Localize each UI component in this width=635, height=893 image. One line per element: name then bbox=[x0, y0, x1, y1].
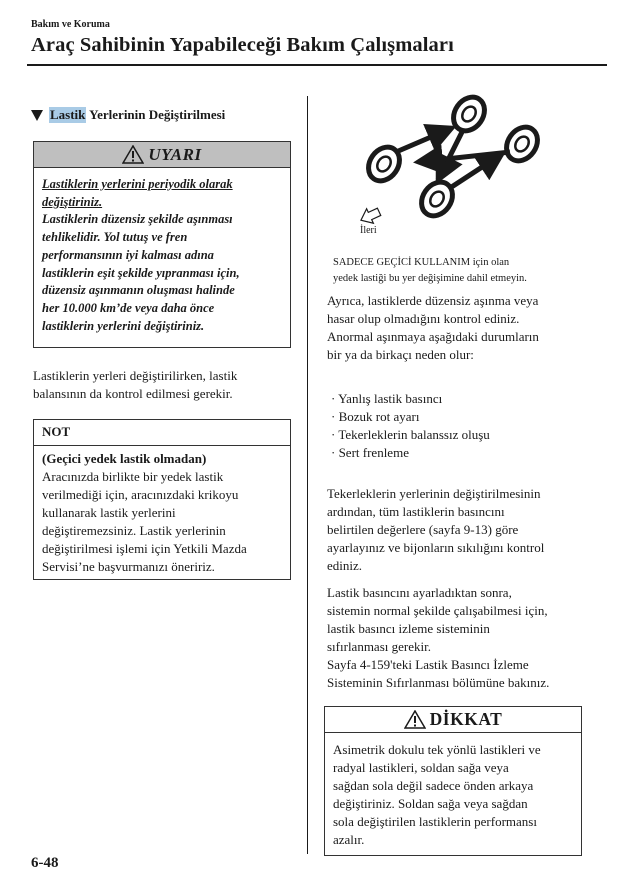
subsection-heading bbox=[31, 107, 225, 123]
note-line: Servisi’ne başvurmanızı öneririz. bbox=[42, 559, 215, 574]
caution-header bbox=[325, 707, 581, 733]
tire-icon bbox=[500, 121, 544, 167]
tire-rotation-illustration bbox=[352, 94, 562, 234]
note-line: kullanarak lastik yerlerini bbox=[42, 505, 176, 520]
caution-label: DİKKAT bbox=[429, 709, 503, 729]
warning-header bbox=[34, 142, 290, 168]
figure-caption bbox=[333, 255, 593, 287]
paragraph-line: bir ya da birkaçı neden olur: bbox=[327, 347, 474, 362]
note-line: Aracınızda birlikte bir yedek lastik bbox=[42, 469, 224, 484]
caution-line: sağdan sola değil sadece önden arkaya bbox=[333, 778, 534, 793]
tpms-paragraph bbox=[327, 584, 592, 692]
section-label: Bakım ve Koruma bbox=[31, 19, 110, 30]
paragraph-line: sistemin normal şekilde çalışabilmesi için, bbox=[327, 603, 548, 618]
note-label: NOT bbox=[42, 424, 71, 439]
warning-line: düzensiz aşınmanın oluşması halinde bbox=[42, 283, 235, 298]
warning-line: lastiklerin yerlerini değiştiriniz. bbox=[42, 318, 205, 333]
paragraph-line: sıfırlanması gerekir. bbox=[327, 639, 431, 654]
paragraph-line: Anormal aşınmaya aşağıdaki durumların bbox=[327, 329, 539, 344]
tire-icon bbox=[415, 176, 459, 222]
page-title: Araç Sahibinin Yapabileceği Bakım Çalışmaları bbox=[31, 34, 454, 56]
paragraph-line: Sisteminin Sıfırlanması bölümüne bakınız. bbox=[327, 675, 550, 690]
note-body bbox=[42, 450, 284, 576]
subsection-heading-rest: Yerlerinin Değiştirilmesi bbox=[86, 107, 226, 122]
title-rule bbox=[27, 64, 607, 66]
caption-line: yedek lastiği bu yer değişimine dahil etmeyin. bbox=[333, 273, 527, 284]
paragraph-line: Lastiklerin yerleri değiştirilirken, lastik bbox=[33, 368, 238, 383]
wear-paragraph bbox=[327, 292, 592, 364]
paragraph-line: belirtilen değerlere (sayfa 9-13) göre bbox=[327, 522, 519, 537]
warning-underlined-line: değiştiriniz. bbox=[42, 194, 103, 209]
warning-line: Lastiklerin düzensiz şekilde aşınması bbox=[42, 212, 233, 227]
paragraph-line: Lastik basıncını ayarladıktan sonra, bbox=[327, 585, 512, 600]
paragraph-line: Sayfa 4-159'teki Lastik Basıncı İzleme bbox=[327, 657, 529, 672]
caution-line: azalır. bbox=[333, 832, 365, 847]
paragraph-line: Ayrıca, lastiklerde düzensiz aşınma veya bbox=[327, 293, 539, 308]
triangle-down-icon bbox=[31, 110, 43, 121]
caption-line: SADECE GEÇİCİ KULLANIM için olan bbox=[333, 257, 510, 268]
warning-line: her 10.000 km’de veya daha önce bbox=[42, 300, 215, 315]
note-line: değiştirilmesi işlemi için Yetkili Mazda bbox=[42, 541, 247, 556]
note-box bbox=[33, 419, 291, 580]
list-item: · Yanlış lastik basıncı bbox=[331, 391, 443, 406]
list-item: · Bozuk rot ayarı bbox=[331, 409, 420, 424]
warning-line: tehlikelidir. Yol tutuş ve fren bbox=[42, 230, 188, 245]
warning-body bbox=[42, 176, 282, 335]
warning-line: lastiklerin eşit şekilde yıpranması için, bbox=[42, 265, 240, 280]
paragraph-line: balansının da kontrol edilmesi gerekir. bbox=[33, 386, 233, 401]
paragraph-line: Tekerleklerin yerlerinin değiştirilmesinin bbox=[327, 486, 541, 501]
warning-label: UYARI bbox=[148, 144, 202, 164]
note-line: değiştiremezsiniz. Lastik yerlerinin bbox=[42, 523, 226, 538]
warning-line: performansının iyi kalması adına bbox=[42, 247, 214, 262]
list-item: · Sert frenleme bbox=[331, 445, 409, 460]
paragraph-line: ediniz. bbox=[327, 558, 363, 573]
note-header bbox=[34, 420, 290, 446]
caution-line: radyal lastikleri, soldan sağa veya bbox=[333, 760, 509, 775]
warning-triangle-icon bbox=[122, 145, 144, 164]
list-item: · Tekerleklerin balanssız oluşu bbox=[331, 427, 490, 442]
pressure-paragraph bbox=[327, 485, 592, 575]
note-line: verilmediği için, aracınızdaki krikoyu bbox=[42, 487, 239, 502]
caution-line: değiştiriniz. Soldan sağa veya sağdan bbox=[333, 796, 528, 811]
paragraph-line: hasar olup olmadığını kontrol ediniz. bbox=[327, 311, 520, 326]
highlighted-word: Lastik bbox=[50, 107, 86, 122]
warning-triangle-icon bbox=[404, 710, 426, 729]
rotation-arrows bbox=[396, 128, 510, 188]
caution-line: Asimetrik dokulu tek yönlü lastikleri ve bbox=[333, 742, 541, 757]
caution-box bbox=[324, 706, 582, 856]
caution-line: sola değiştirilen lastiklerin performansı bbox=[333, 814, 537, 829]
balance-paragraph bbox=[33, 367, 288, 403]
paragraph-line: lastik basıncı izleme sisteminin bbox=[327, 621, 490, 636]
cause-list bbox=[331, 390, 490, 462]
forward-label: İleri bbox=[360, 225, 377, 234]
paragraph-line: ardından, tüm lastiklerin basıncını bbox=[327, 504, 505, 519]
page-number: 6-48 bbox=[31, 855, 59, 871]
tire-icon bbox=[447, 94, 491, 137]
warning-box bbox=[33, 141, 291, 348]
note-bold-heading: (Geçici yedek lastik olmadan) bbox=[42, 451, 207, 466]
column-divider bbox=[307, 96, 308, 854]
paragraph-line: ayarlayınız ve bijonların sıkılığını kontrol bbox=[327, 540, 545, 555]
warning-underlined-line: Lastiklerin yerlerini periyodik olarak bbox=[42, 177, 233, 191]
caution-body bbox=[333, 741, 577, 849]
